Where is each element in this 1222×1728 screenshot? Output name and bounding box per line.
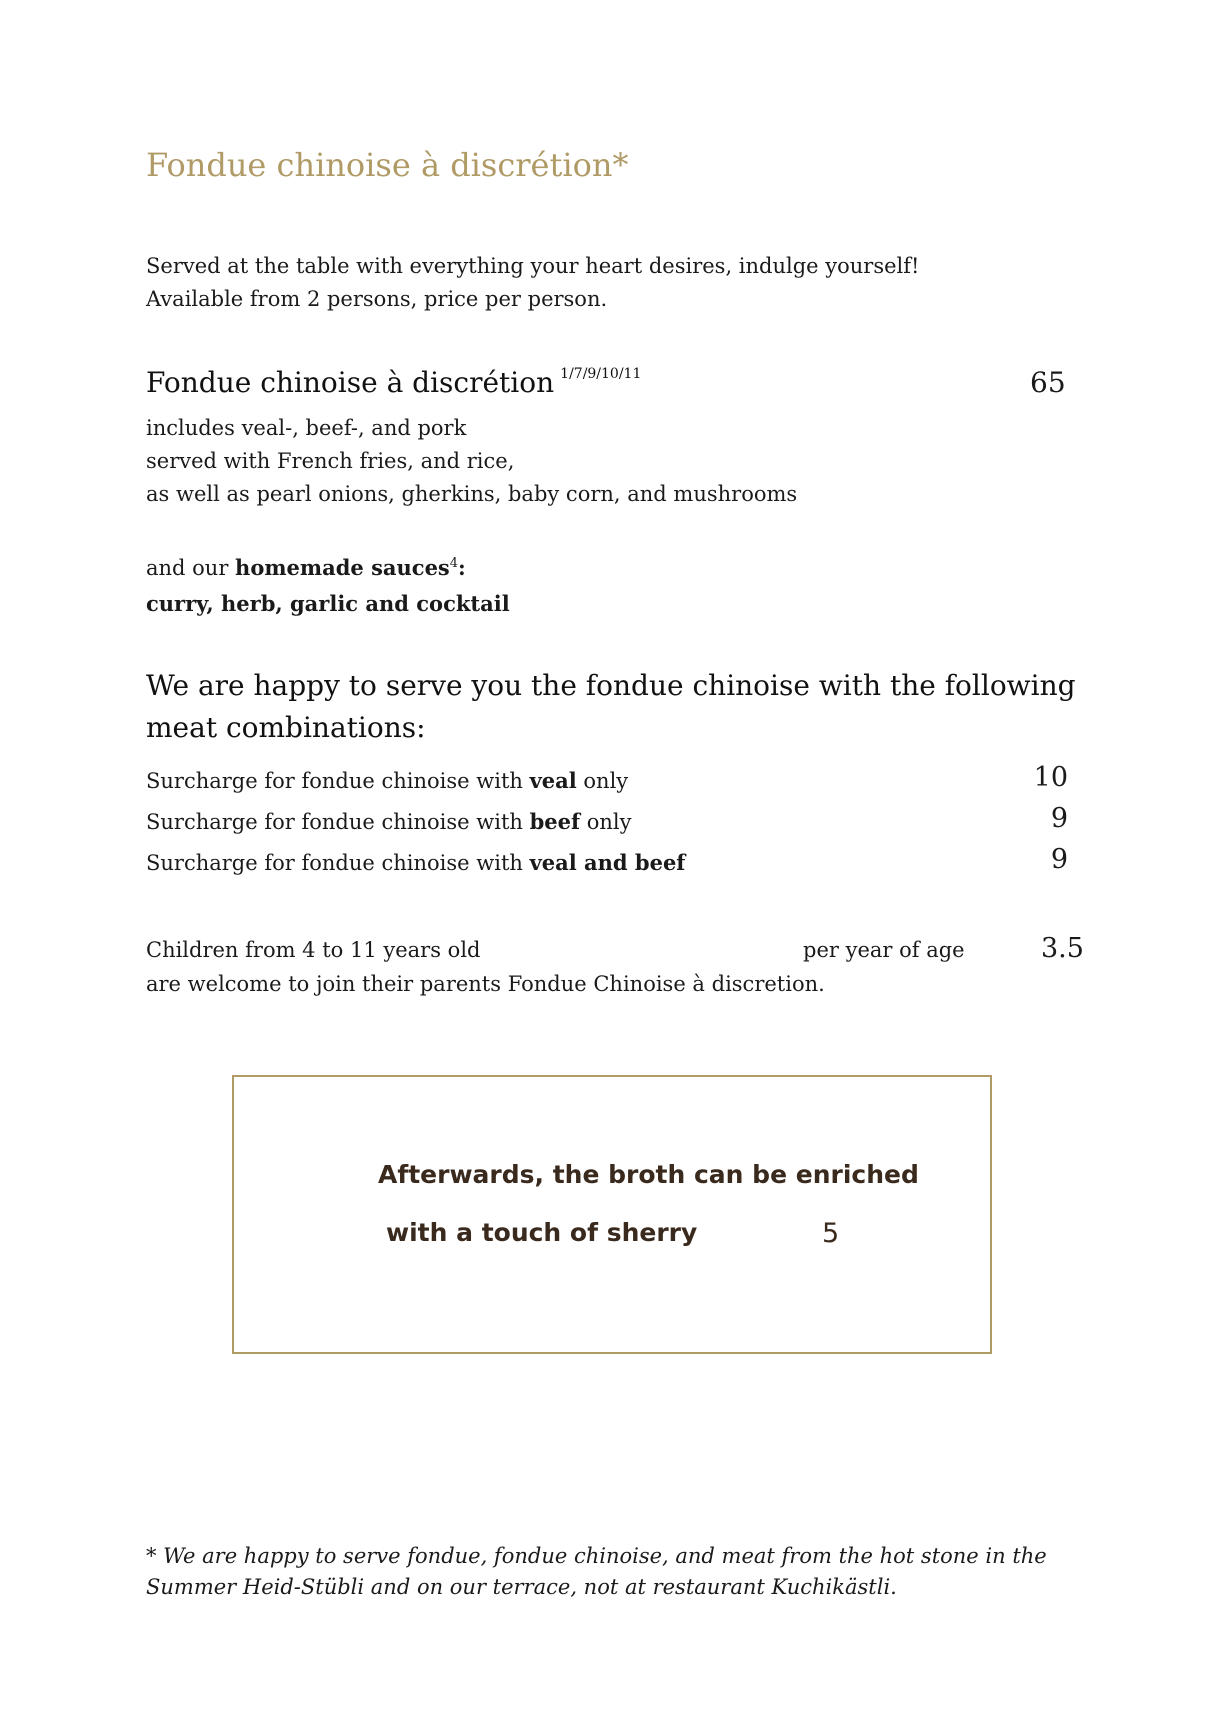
- dish-price: 65: [1030, 366, 1066, 399]
- surcharge-suffix: only: [580, 810, 632, 834]
- sauces-intro: [146, 546, 510, 586]
- sherry-line-1: Afterwards, the broth can be enriched: [378, 1160, 919, 1189]
- sauces-prefix: and our: [146, 556, 236, 580]
- dish-description: [146, 412, 797, 511]
- sauces-list: [146, 586, 510, 622]
- sherry-price: 5: [822, 1218, 840, 1249]
- surcharge-price: 9: [1050, 844, 1068, 875]
- children-price: 3.5: [1041, 933, 1084, 964]
- surcharge-prefix: Surcharge for fondue chinoise with: [146, 810, 530, 834]
- surcharge-prefix: Surcharge for fondue chinoise with: [146, 851, 530, 875]
- surcharge-row: [146, 850, 685, 875]
- intro-line-2: Available from 2 persons, price per person.: [146, 287, 608, 311]
- dish-allergens: 1/7/9/10/11: [560, 366, 642, 382]
- sauces-colon: :: [458, 555, 466, 580]
- desc-line-1: includes veal-, beef-, and pork: [146, 416, 467, 440]
- sauces-allergen: 4: [449, 556, 459, 571]
- desc-line-3: as well as pearl onions, gherkins, baby corn, and mushrooms: [146, 482, 798, 506]
- children-line-2: are welcome to join their parents Fondue Chinoise à discretion.: [146, 972, 825, 996]
- intro-line-1: Served at the table with everything your heart desires, indulge yourself!: [146, 254, 920, 278]
- surcharge-price: 10: [1033, 762, 1068, 793]
- dish-name: [146, 366, 641, 399]
- sauces-list-text: curry, herb, garlic and cocktail: [146, 591, 510, 616]
- surcharge-meat: veal and beef: [529, 850, 686, 875]
- surcharge-meat: beef: [529, 809, 581, 834]
- surcharge-meat: veal: [529, 768, 577, 793]
- children-line-1: Children from 4 to 11 years old: [146, 938, 481, 962]
- surcharge-price: 9: [1050, 803, 1068, 834]
- dish-name-text: Fondue chinoise à discrétion: [146, 366, 555, 399]
- sherry-box: [232, 1075, 992, 1354]
- combinations-heading: We are happy to serve you the fondue chinoise with the following meat combinations:: [146, 669, 1076, 744]
- footnote: * We are happy to serve fondue, fondue chinoise, and meat from the hot stone in the Summer Heid-Stübli and on our terrace, not at restaurant Kuchikästli.: [146, 1544, 1047, 1599]
- page-title: Fondue chinoise à discrétion*: [146, 146, 629, 184]
- desc-line-2: served with French fries, and rice,: [146, 449, 515, 473]
- children-unit: per year of age: [803, 938, 965, 962]
- sherry-line-2: with a touch of sherry: [386, 1218, 698, 1247]
- sauces-block: [146, 546, 510, 622]
- surcharge-row: [146, 768, 628, 793]
- intro-text: [146, 250, 919, 316]
- surcharge-prefix: Surcharge for fondue chinoise with: [146, 769, 530, 793]
- sauces-label: homemade sauces: [235, 555, 450, 580]
- surcharge-suffix: only: [576, 769, 629, 793]
- surcharge-row: [146, 809, 631, 834]
